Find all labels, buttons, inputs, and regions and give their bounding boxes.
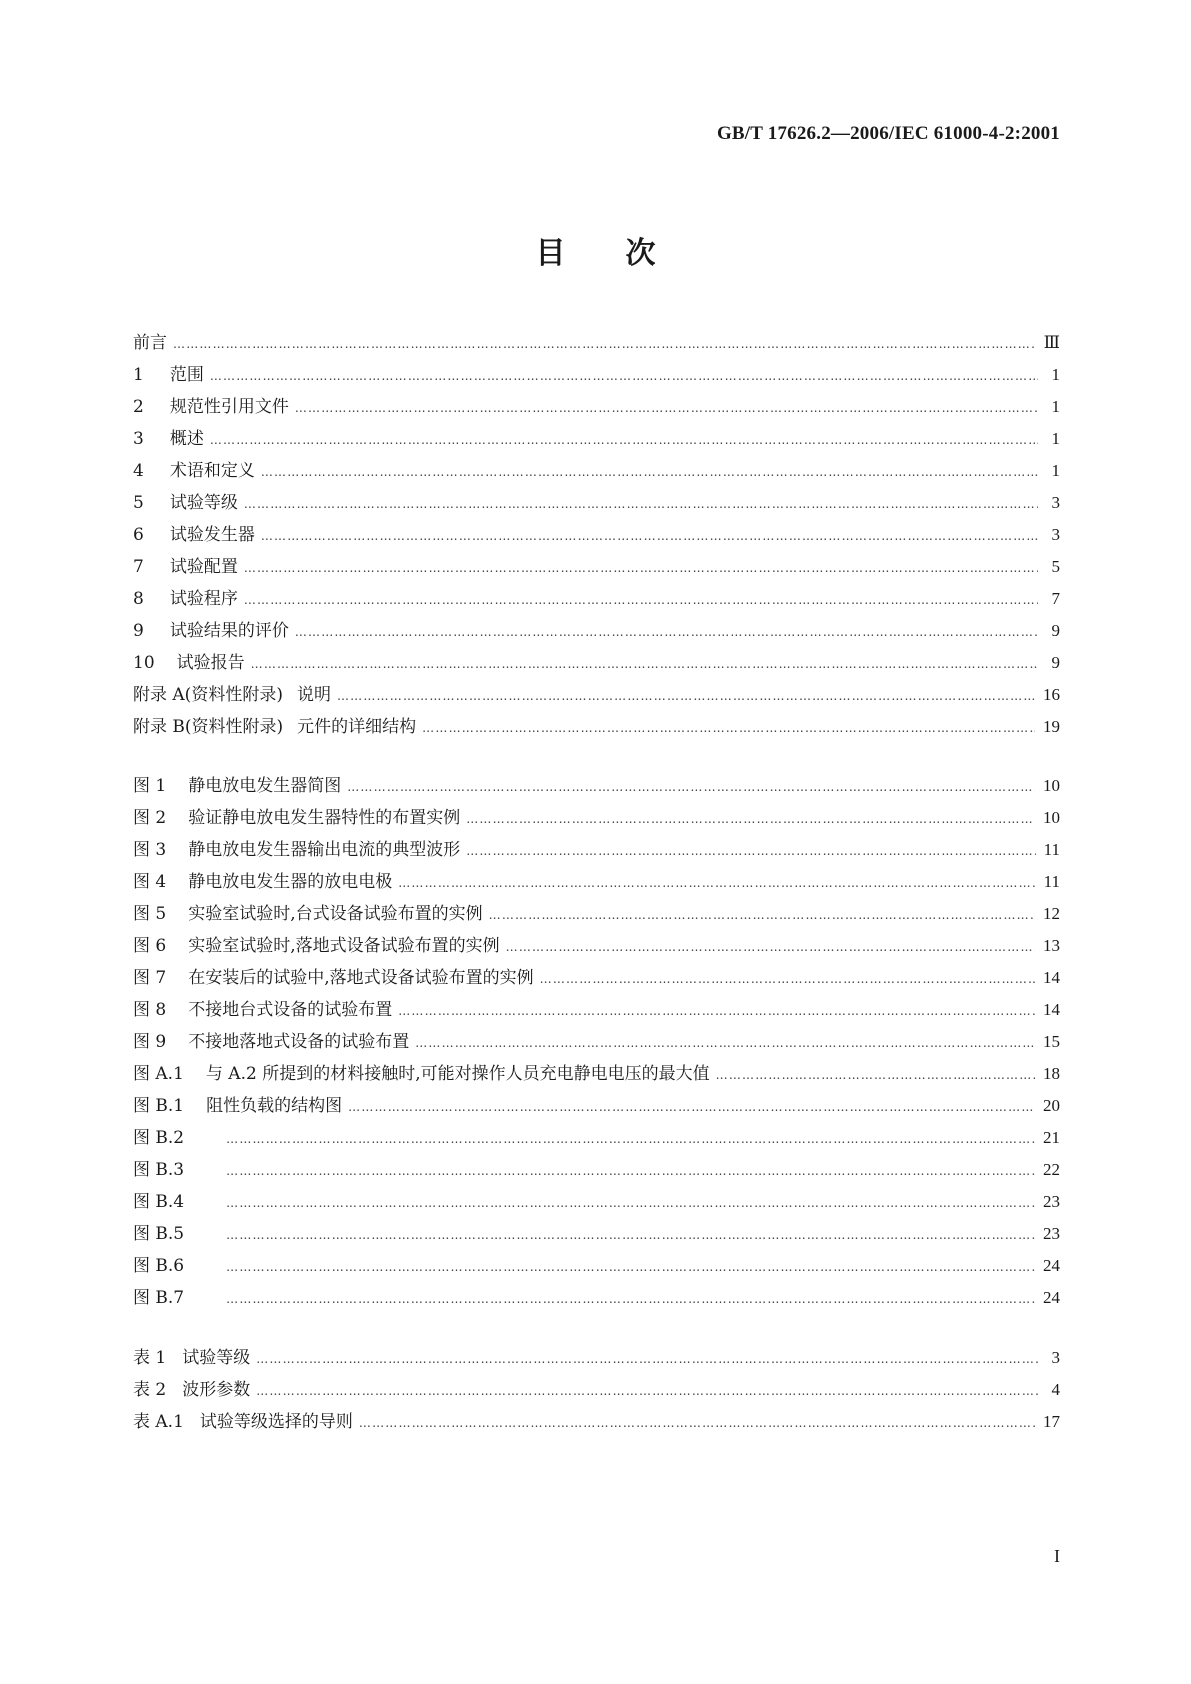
toc-entry-title: 概述 — [169, 429, 204, 449]
toc-figures — [133, 770, 1060, 1314]
toc-entry-number: 7 — [133, 557, 144, 577]
toc-entry-page: 14 — [1043, 968, 1060, 987]
toc-entry-number: 附录 A(资料性附录) — [133, 685, 283, 705]
toc-entry-page: 19 — [1043, 717, 1060, 736]
toc-entry-title: 试验发生器 — [169, 525, 255, 545]
toc-entry-page: 1 — [1051, 397, 1060, 416]
toc-dot-leader — [348, 1091, 1035, 1123]
toc-entry-number: 图 2 — [133, 808, 167, 828]
standard-number: GB/T 17626.2—2006/IEC 61000-4-2:2001 — [716, 123, 1060, 144]
toc-entry-title: 规范性引用文件 — [169, 397, 289, 417]
toc-entry-title: 说明 — [296, 685, 331, 705]
toc-entry-title: 试验报告 — [176, 653, 245, 673]
toc-entry-number: 图 A.1 — [133, 1064, 184, 1084]
toc-entry-number: 图 B.1 — [133, 1096, 185, 1116]
toc-entry-title: 试验等级 — [182, 1348, 251, 1368]
toc-entry-label — [133, 1186, 226, 1218]
toc-dot-leader — [506, 931, 1035, 963]
toc-entry-title: 前言 — [133, 333, 167, 353]
toc-entry-label — [133, 359, 210, 391]
toc-entry-label — [133, 1406, 359, 1438]
toc-dot-leader — [489, 899, 1035, 931]
toc-entry-number: 图 B.5 — [133, 1224, 185, 1244]
toc-entry-label — [133, 1282, 226, 1314]
toc-entry-title: 术语和定义 — [169, 461, 255, 481]
toc-entry-label — [133, 327, 173, 359]
toc-entry-title: 静电放电发生器的放电电极 — [188, 872, 393, 892]
toc-entry[interactable] — [133, 583, 1060, 615]
toc-entry-number: 8 — [133, 589, 144, 609]
toc-entry-title: 试验等级 — [169, 493, 238, 513]
toc-entry[interactable] — [133, 770, 1060, 802]
toc-entry-page: 13 — [1043, 936, 1060, 955]
toc-entry-page: 1 — [1051, 461, 1060, 480]
toc-entry[interactable] — [133, 423, 1060, 455]
toc-dot-leader — [256, 1375, 1038, 1407]
toc-entry-number: 图 B.7 — [133, 1288, 185, 1308]
toc-entry-number: 5 — [133, 493, 144, 513]
toc-entry-label — [133, 487, 244, 519]
toc-entry-number: 图 B.6 — [133, 1256, 185, 1276]
toc-entry-title: 不接地落地式设备的试验布置 — [188, 1032, 410, 1052]
toc-entry-page: 10 — [1043, 808, 1060, 827]
toc-entry-label — [133, 1090, 348, 1122]
toc-entry-page: 10 — [1043, 776, 1060, 795]
toc-entry-page: 1 — [1051, 429, 1060, 448]
toc-entry-label — [133, 1122, 226, 1154]
toc-entry-page: 16 — [1043, 685, 1060, 704]
toc-entry[interactable] — [133, 898, 1060, 930]
toc-entry[interactable] — [133, 391, 1060, 423]
toc-entry-number: 表 A.1 — [133, 1412, 184, 1432]
toc-entry-number: 图 B.3 — [133, 1160, 185, 1180]
toc-entry-page: 7 — [1051, 589, 1060, 608]
toc-dot-leader — [244, 584, 1038, 616]
toc-entry-label — [133, 583, 244, 615]
toc-entry[interactable] — [133, 551, 1060, 583]
toc-entry-label — [133, 391, 295, 423]
toc-entry[interactable] — [133, 1058, 1060, 1090]
toc-entry-number: 图 B.4 — [133, 1192, 185, 1212]
toc-entry-page: 12 — [1043, 904, 1060, 923]
toc-entry-number: 9 — [133, 621, 144, 641]
toc-dot-leader — [173, 328, 1036, 360]
toc-entry-label — [133, 994, 398, 1026]
toc-entry-page: Ⅲ — [1043, 333, 1060, 352]
toc-entry-page: 17 — [1043, 1412, 1060, 1431]
toc-entry[interactable] — [133, 679, 1060, 711]
toc-entry-label — [133, 615, 295, 647]
toc-entry-title: 试验等级选择的导则 — [199, 1412, 353, 1432]
toc-entry[interactable] — [133, 359, 1060, 391]
toc-entry-page: 3 — [1051, 525, 1060, 544]
toc-tables — [133, 1342, 1060, 1438]
toc-entry[interactable] — [133, 834, 1060, 866]
toc-entry-number: 图 9 — [133, 1032, 167, 1052]
toc-entry-page: 24 — [1043, 1288, 1060, 1307]
toc-entry-number: 图 4 — [133, 872, 167, 892]
toc-entry[interactable] — [133, 615, 1060, 647]
toc-entry-page: 22 — [1043, 1160, 1060, 1179]
page-folio: I — [1054, 1546, 1060, 1566]
toc-entry-page: 18 — [1043, 1064, 1060, 1083]
toc-dot-leader — [347, 771, 1035, 803]
toc-dot-leader — [251, 648, 1038, 680]
toc-entry-page: 23 — [1043, 1224, 1060, 1243]
toc-dot-leader — [466, 835, 1035, 867]
toc-entry-title: 元件的详细结构 — [297, 717, 417, 737]
toc-entry-label — [133, 519, 261, 551]
toc-entry-label — [133, 423, 210, 455]
toc-entry-page: 9 — [1051, 621, 1060, 640]
toc-entry-page: 5 — [1051, 557, 1060, 576]
toc-dot-leader — [295, 616, 1038, 648]
toc-entry-page: 11 — [1043, 840, 1060, 859]
toc-entry-number: 10 — [133, 653, 155, 673]
toc-dot-leader — [415, 1027, 1035, 1059]
toc-entry-number: 1 — [133, 365, 144, 385]
toc-entry-number: 图 7 — [133, 968, 167, 988]
toc-entry-page: 4 — [1051, 1380, 1060, 1399]
toc-dot-leader — [422, 712, 1035, 744]
toc-entry[interactable] — [133, 1090, 1060, 1122]
toc-dot-leader — [244, 488, 1038, 520]
toc-entry-label — [133, 1218, 226, 1250]
toc-dot-leader — [716, 1059, 1035, 1091]
toc-entry-page: 9 — [1051, 653, 1060, 672]
toc-entry[interactable] — [133, 519, 1060, 551]
toc-entry[interactable] — [133, 866, 1060, 898]
toc-entry-page: 24 — [1043, 1256, 1060, 1275]
toc-entry-page: 23 — [1043, 1192, 1060, 1211]
toc-entry-number: 2 — [133, 397, 144, 417]
toc-entry[interactable] — [133, 1218, 1060, 1250]
toc-entry[interactable] — [133, 802, 1060, 834]
toc-dot-leader — [226, 1155, 1035, 1187]
toc-entry-label — [133, 647, 251, 679]
toc-entry-label — [133, 962, 540, 994]
toc-entry-title: 静电放电发生器输出电流的典型波形 — [188, 840, 461, 860]
toc-dot-leader — [337, 680, 1035, 712]
toc-entry-label — [133, 1154, 226, 1186]
toc-entry-number: 图 5 — [133, 904, 167, 924]
toc-entry-page: 21 — [1043, 1128, 1060, 1147]
toc-entry-label — [133, 551, 244, 583]
toc-dot-leader — [261, 520, 1038, 552]
toc-entry[interactable] — [133, 327, 1060, 359]
toc-dot-leader — [226, 1251, 1035, 1283]
toc-dot-leader — [226, 1187, 1035, 1219]
toc-entry-page: 1 — [1051, 365, 1060, 384]
toc-entry-page: 11 — [1043, 872, 1060, 891]
toc-entry-number: 表 1 — [133, 1348, 167, 1368]
toc-dot-leader — [295, 392, 1038, 424]
toc-dot-leader — [540, 963, 1035, 995]
toc-entry-title: 与 A.2 所提到的材料接触时,可能对操作人员充电静电电压的最大值 — [205, 1064, 710, 1084]
toc-entry-title: 验证静电放电发生器特性的布置实例 — [188, 808, 461, 828]
toc-entry-label — [133, 1058, 716, 1090]
toc-entry-page: 3 — [1051, 493, 1060, 512]
toc-dot-leader — [226, 1123, 1035, 1155]
toc-entry-number: 6 — [133, 525, 144, 545]
toc-entry-number: 图 3 — [133, 840, 167, 860]
toc-entry-label — [133, 834, 466, 866]
toc-entry[interactable] — [133, 1026, 1060, 1058]
toc-entry[interactable] — [133, 455, 1060, 487]
toc-entry-label — [133, 1374, 256, 1406]
toc-entry-number: 图 8 — [133, 1000, 167, 1020]
toc-entry-title: 阻性负载的结构图 — [206, 1096, 343, 1116]
toc-entry-number: 图 6 — [133, 936, 167, 956]
toc-dot-leader — [226, 1219, 1035, 1251]
toc-dot-leader — [244, 552, 1038, 584]
toc-entry[interactable] — [133, 487, 1060, 519]
toc-entry-title: 试验配置 — [169, 557, 238, 577]
toc-entry-label — [133, 898, 489, 930]
toc-dot-leader — [359, 1407, 1035, 1439]
toc-dot-leader — [210, 360, 1038, 392]
toc-entry-label — [133, 711, 422, 743]
toc-entry-label — [133, 1026, 415, 1058]
toc-entry-label — [133, 770, 347, 802]
toc-entry-number: 图 B.2 — [133, 1128, 185, 1148]
toc-entry-number: 3 — [133, 429, 144, 449]
toc-entry-title: 静电放电发生器简图 — [188, 776, 342, 796]
toc-dot-leader — [261, 456, 1038, 488]
toc-entry[interactable] — [133, 1406, 1060, 1438]
toc-entry-page: 14 — [1043, 1000, 1060, 1019]
toc-entry-title: 试验程序 — [169, 589, 238, 609]
toc-entry[interactable] — [133, 962, 1060, 994]
toc-entry-title: 范围 — [169, 365, 204, 385]
toc-entry-title: 实验室试验时,台式设备试验布置的实例 — [188, 904, 483, 924]
toc-entry-label — [133, 1342, 256, 1374]
toc-dot-leader — [210, 424, 1038, 456]
toc-entry[interactable] — [133, 1374, 1060, 1406]
toc-entry[interactable] — [133, 994, 1060, 1026]
toc-dot-leader — [398, 995, 1035, 1027]
toc-entry-title: 波形参数 — [182, 1380, 251, 1400]
toc-entry-title: 试验结果的评价 — [169, 621, 289, 641]
toc-entry[interactable] — [133, 1154, 1060, 1186]
toc-entry-label — [133, 455, 261, 487]
toc-entry-title: 实验室试验时,落地式设备试验布置的实例 — [188, 936, 500, 956]
toc-entry-label — [133, 679, 337, 711]
toc-entry[interactable] — [133, 1186, 1060, 1218]
toc-dot-leader — [226, 1283, 1035, 1315]
toc-entry[interactable] — [133, 647, 1060, 679]
toc-entry[interactable] — [133, 711, 1060, 743]
toc-entry-number: 图 1 — [133, 776, 167, 796]
toc-entry[interactable] — [133, 930, 1060, 962]
toc-entry-title: 在安装后的试验中,落地式设备试验布置的实例 — [188, 968, 534, 988]
toc-entry-page: 20 — [1043, 1096, 1060, 1115]
toc-dot-leader — [256, 1343, 1038, 1375]
toc-entry-label — [133, 866, 398, 898]
toc-sections — [133, 327, 1060, 743]
toc-entry-label — [133, 1250, 226, 1282]
toc-entry-page: 15 — [1043, 1032, 1060, 1051]
toc-entry-label — [133, 802, 466, 834]
toc-entry[interactable] — [133, 1342, 1060, 1374]
toc-entry[interactable] — [133, 1282, 1060, 1314]
toc-entry-title: 不接地台式设备的试验布置 — [188, 1000, 393, 1020]
toc-dot-leader — [398, 867, 1035, 899]
page-title: 目次 — [535, 236, 716, 271]
toc-entry-label — [133, 930, 506, 962]
toc-entry-page: 3 — [1051, 1348, 1060, 1367]
toc-entry[interactable] — [133, 1122, 1060, 1154]
toc-entry-number: 表 2 — [133, 1380, 167, 1400]
toc-dot-leader — [466, 803, 1035, 835]
toc-entry[interactable] — [133, 1250, 1060, 1282]
toc-entry-number: 4 — [133, 461, 144, 481]
toc-entry-number: 附录 B(资料性附录) — [133, 717, 284, 737]
